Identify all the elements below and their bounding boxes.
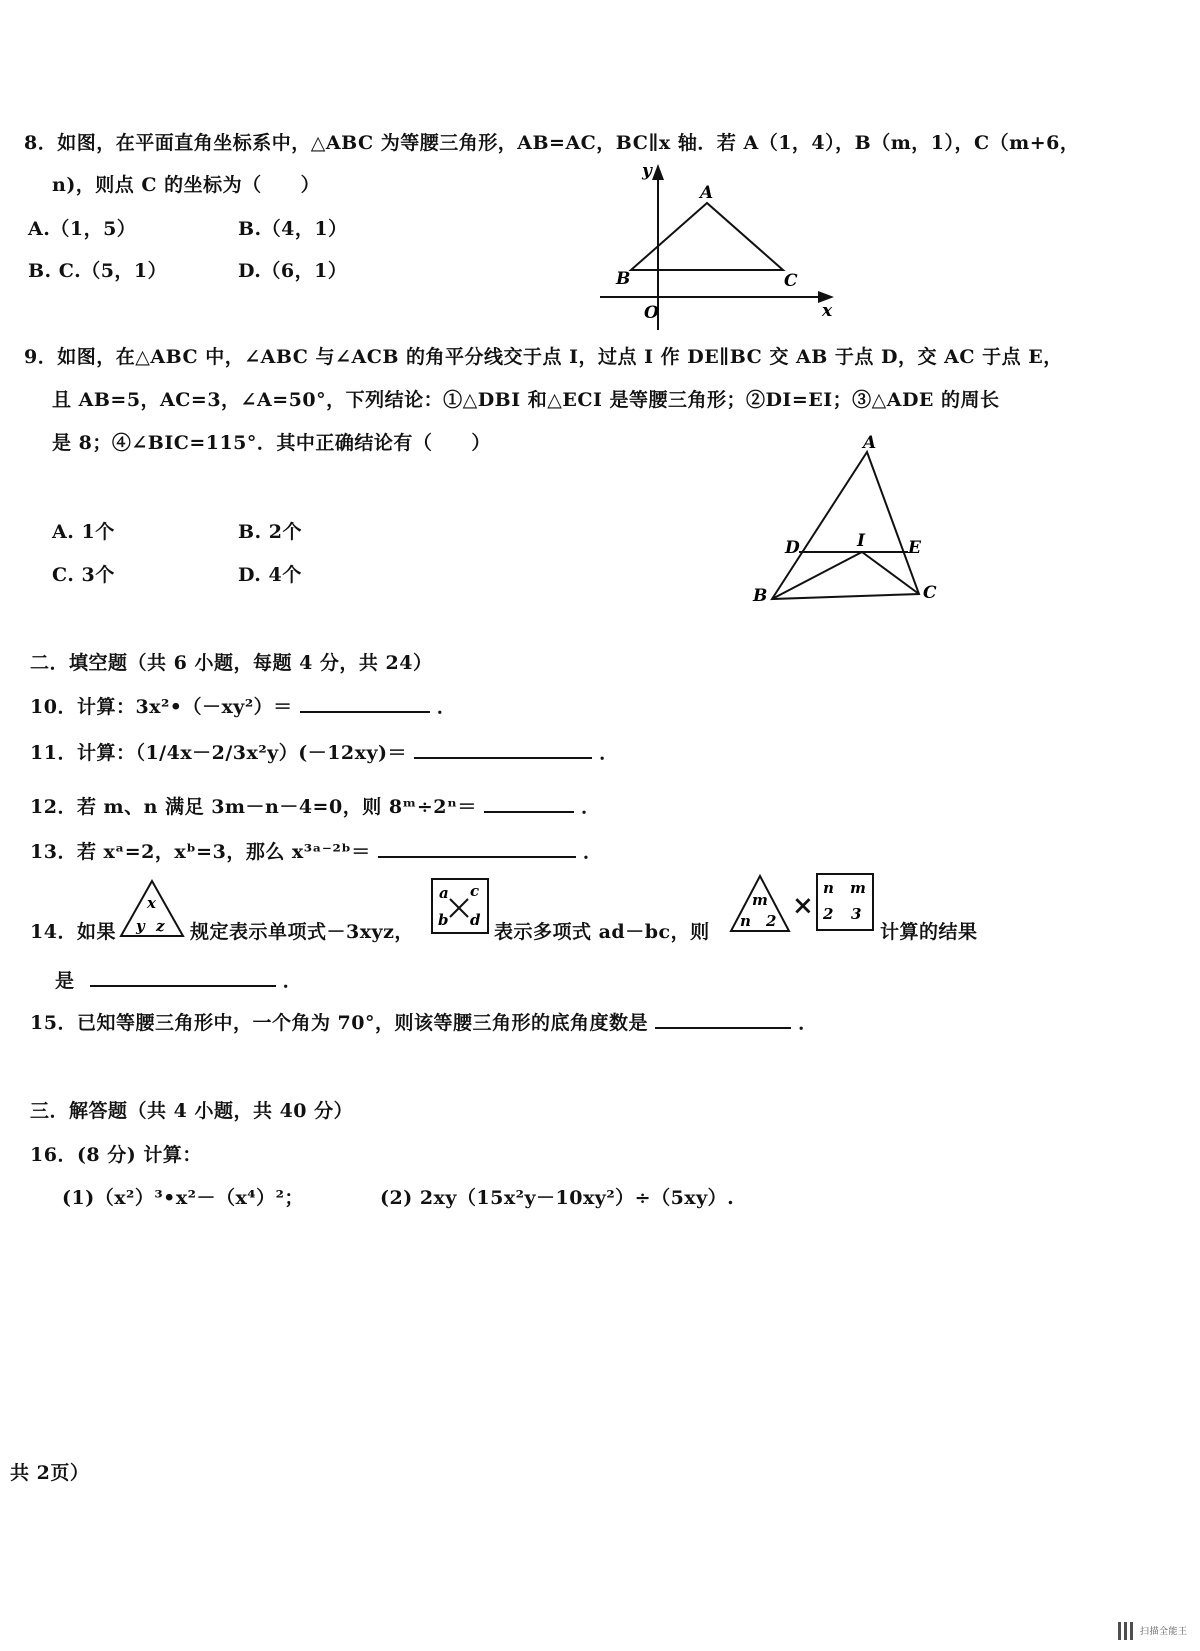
q14-triangle-symbol [118,878,186,940]
qr-code-icon [1118,1622,1136,1640]
q14-box2-bl: 2 [823,905,834,923]
section3-heading: 三．解答题（共 4 小题，共 40 分） [30,1100,354,1122]
q10-answer-blank[interactable] [300,693,430,713]
q13-text: 13．若 xᵃ=2，xᵇ=3，那么 x³ᵃ⁻²ᵇ＝ [30,841,371,863]
q15-end: ． [798,1012,818,1034]
q8-fig-origin: O [644,303,659,323]
q14-box-nm23 [815,872,877,934]
q14-box2-br: 3 [851,905,862,923]
q14-tri2-left: n [740,912,751,930]
q9-fig-e: E [908,538,921,558]
q15-text: 15．已知等腰三角形中，一个角为 70°，则该等腰三角形的底角度数是 [30,1012,648,1034]
q8-fig-b: B [616,269,631,289]
q14-tri2-right: 2 [766,912,777,930]
q14-tail: 计算的结果 [880,921,978,943]
q16-part1: (1)（x²）³•x²－（x⁴）²； [62,1187,304,1209]
q12-text: 12．若 m、n 满足 3m－n－4=0，则 8ᵐ÷2ⁿ＝ [30,796,477,818]
q16-heading: 16．(8 分) 计算： [30,1144,202,1166]
q8-fig-x: x [822,301,833,321]
q9-option-b[interactable]: B. 2个 [238,521,303,543]
q11-answer-blank[interactable] [414,739,592,759]
q11-end: ． [599,742,619,764]
q9-fig-i: I [857,531,865,551]
q14-box1-d: d [470,911,481,929]
q14-tri2-top: m [752,891,768,909]
q14-box2-tr: m [850,879,866,897]
q9-fig-c: C [923,583,937,603]
q14-box2-tl: n [823,879,834,897]
q14-times: × [792,891,815,921]
q12-answer-blank[interactable] [484,793,574,813]
q14-box-symbol [430,877,492,937]
q8-option-a[interactable]: A.（1，5） [28,218,137,240]
q8-fig-a: A [700,183,714,203]
q8-line2: n)，则点 C 的坐标为（ ） [52,174,321,196]
q8-option-b[interactable]: B.（4，1） [238,218,348,240]
q14-line2 [55,966,302,993]
q14-triangle-mn2 [728,873,792,935]
q16-part2: (2) 2xy（15x²y－10xy²）÷（5xy）. [380,1187,735,1209]
scanner-stamp: 扫描全能王 [1140,1627,1188,1637]
q9-line3: 是 8；④∠BIC=115°．其中正确结论有（ ） [52,432,491,454]
q10-text: 10．计算：3x²•（－xy²）＝ [30,696,293,718]
q9-fig-d: D [785,538,800,558]
q9-line1: 9．如图，在△ABC 中，∠ABC 与∠ACB 的角平分线交于点 I，过点 I 作 DE∥BC 交 AB 于点 D，交 AC 于点 E， [24,346,1063,368]
q15 [30,1008,818,1035]
q14-box1-b: b [438,911,449,929]
q13 [30,837,603,864]
q11-text: 11．计算：（1/4x－2/3x²y）(－12xy)＝ [30,742,408,764]
q13-answer-blank[interactable] [378,838,576,858]
q14-tri1-top: x [147,894,156,912]
q14-box1-c: c [470,882,480,900]
q8-option-c[interactable]: B. C.（5，1） [28,260,168,282]
q14-tri1-left: y [136,917,145,935]
q14-mid2: 表示多项式 ad－bc，则 [494,921,710,943]
section2-heading: 二．填空题（共 6 小题，每题 4 分，共 24） [30,652,433,674]
q8-option-d[interactable]: D.（6，1） [238,260,348,282]
q14-tri1-right: z [156,917,165,935]
q10-end: ． [436,696,457,718]
q13-end: ． [583,841,603,863]
q8-fig-y: y [642,161,652,181]
q15-answer-blank[interactable] [655,1009,791,1029]
q14-mid1: 规定表示单项式－3xyz， [190,921,414,943]
q14-line2-text: 是 [55,970,75,992]
q12 [30,792,601,819]
q12-end: ． [581,796,601,818]
q11 [30,738,619,765]
page-footer: 共 2页） [10,1462,90,1484]
q10 [30,692,456,719]
q14-answer-blank[interactable] [90,967,276,987]
q9-fig-a: A [863,433,877,453]
q9-option-a[interactable]: A. 1个 [52,521,115,543]
q9-fig-b: B [753,586,768,606]
q8-fig-c: C [784,271,798,291]
q14-lead: 14．如果 [30,921,116,943]
q14-box1-a: a [439,884,449,902]
q8-line1: 8．如图，在平面直角坐标系中，△ABC 为等腰三角形，AB=AC，BC∥x 轴．若 A（1，4），B（m，1），C（m+6， [24,132,1080,154]
q14-end: ． [282,970,303,992]
q9-option-c[interactable]: C. 3个 [52,564,115,586]
q9-option-d[interactable]: D. 4个 [238,564,302,586]
q9-line2: 且 AB=5，AC=3，∠A=50°，下列结论：①△DBI 和△ECI 是等腰三角形；②DI=EI；③△ADE 的周长 [52,389,1000,411]
q9-triangle-figure [745,432,955,612]
q8-coordinate-figure [590,160,850,335]
